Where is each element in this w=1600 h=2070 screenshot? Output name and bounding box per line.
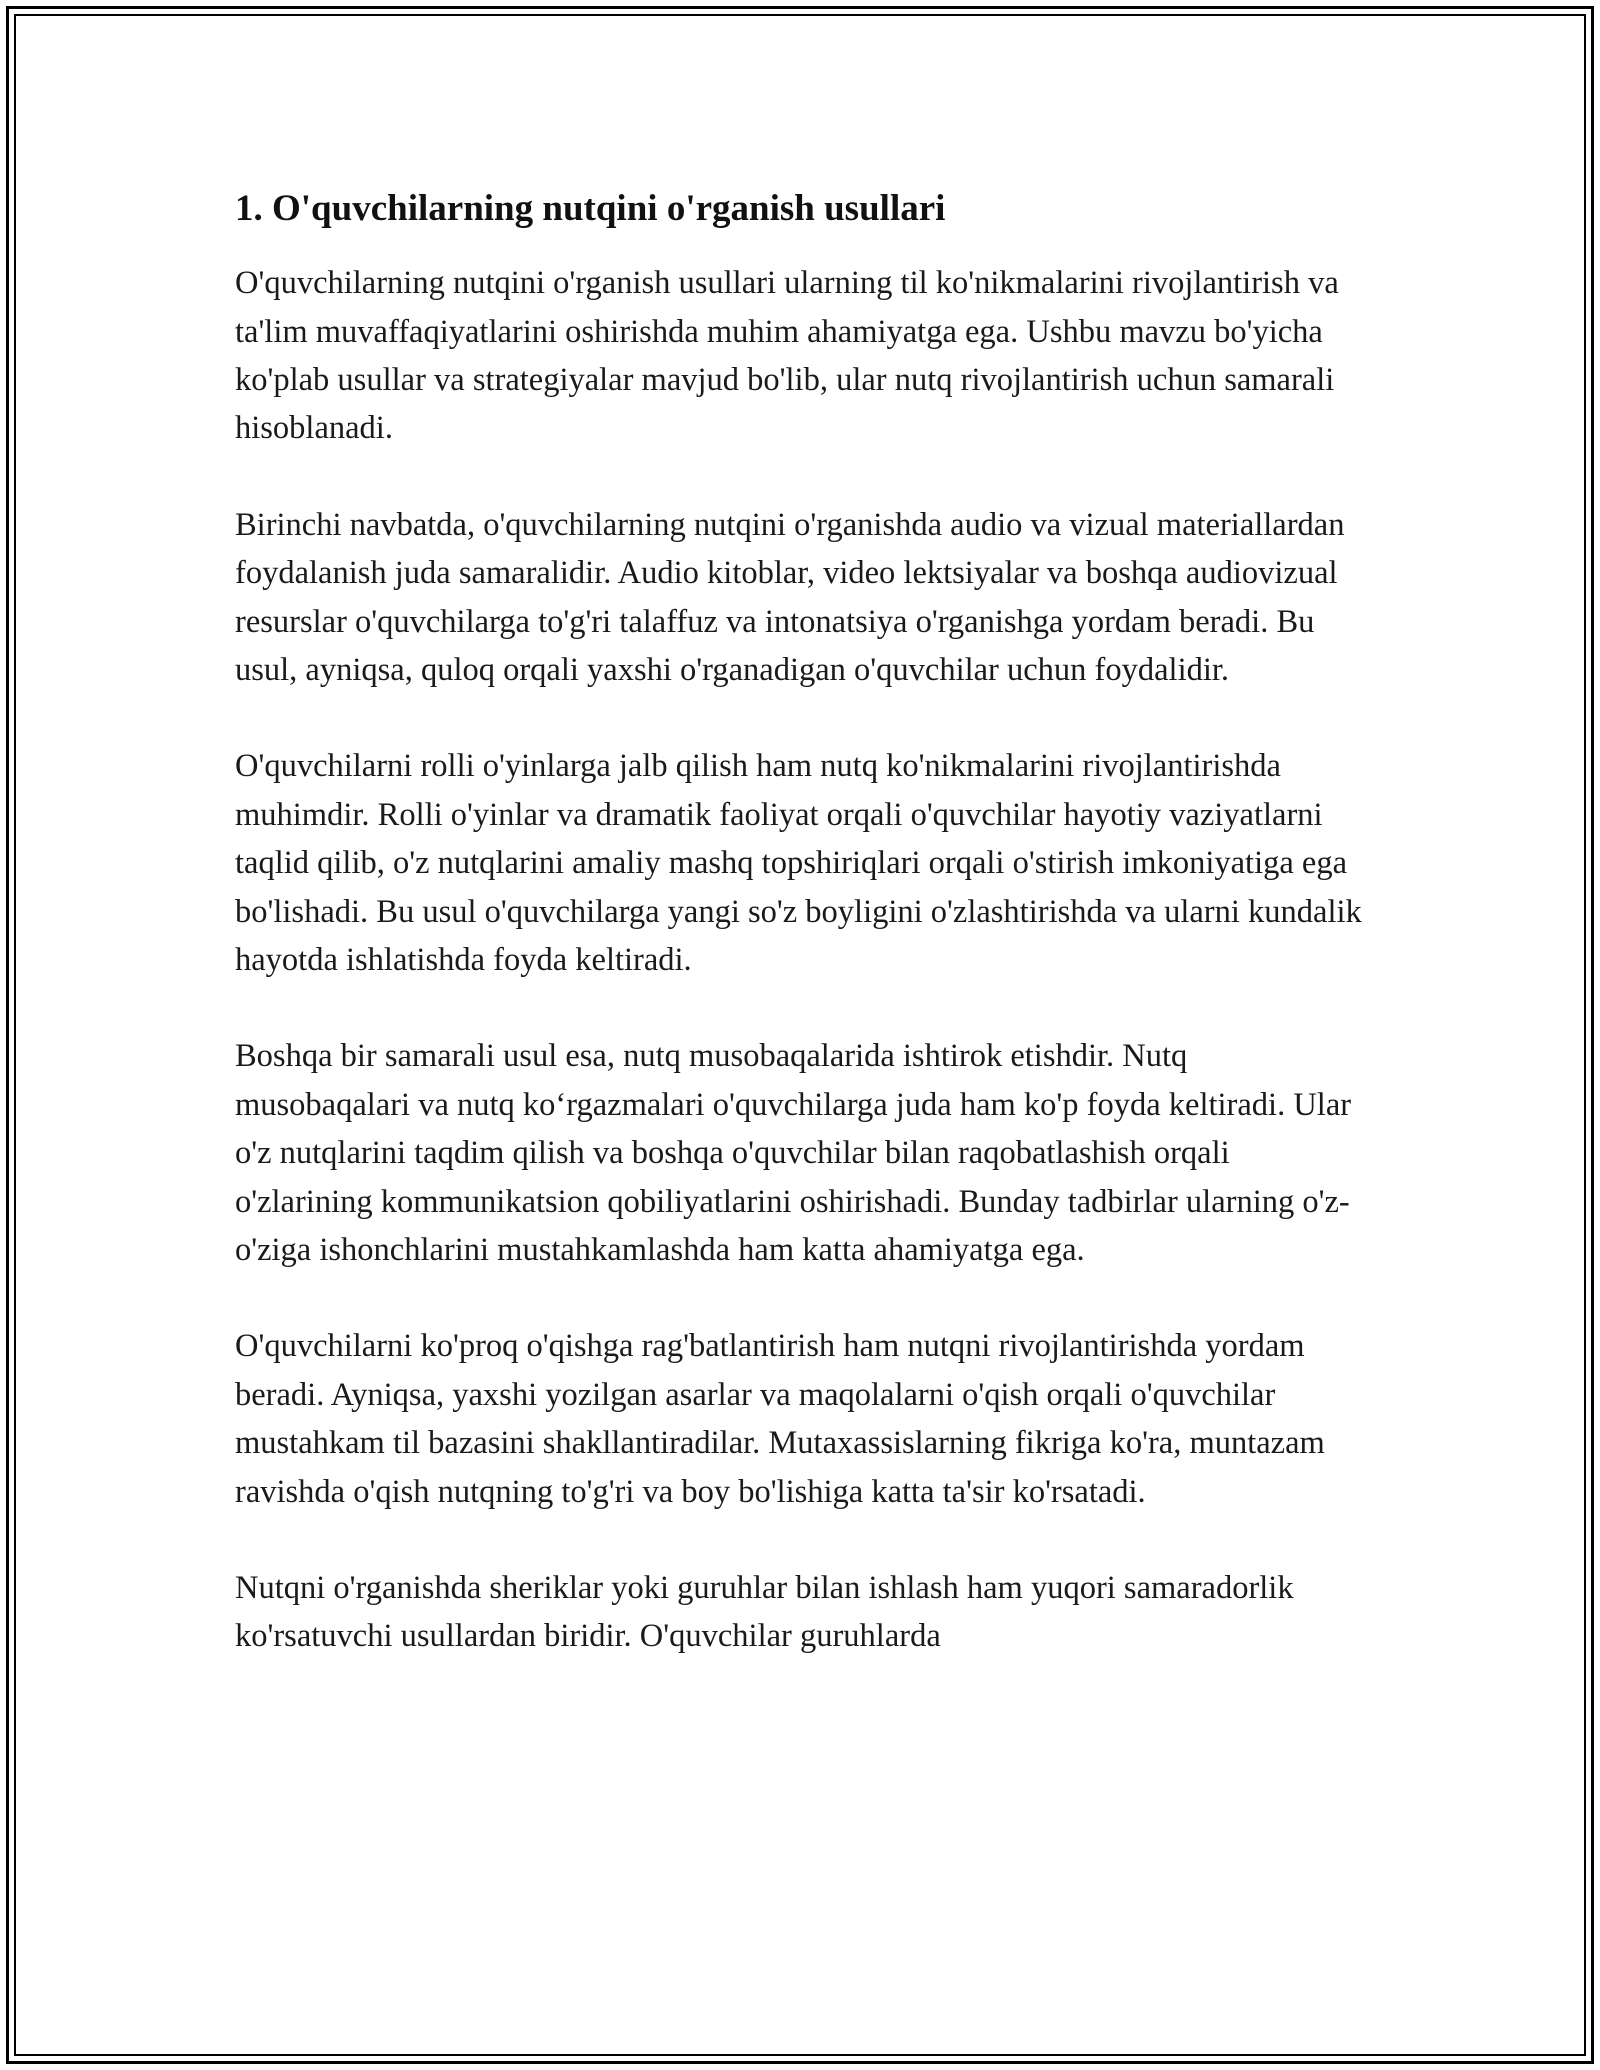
paragraph-5: O'quvchilarni ko'proq o'qishga rag'batlantirish ham nutqni rivojlantirishda yordam beradi. Ayniqsa, yaxshi yozilgan asarlar va maqolalarni o'qish orqali o'quvchilar mustahkam til bazasini shakllantiradilar. Mutaxassislarning fikriga ko'ra, muntazam ravishda o'qish nutqning to'g'ri va boy bo'lishiga katta ta'sir ko'rsatadi. xyxy=(235,1328,1325,1510)
paragraph-6: Nutqni o'rganishda sheriklar yoki guruhlar bilan ishlash ham yuqori samaradorlik ko'rsatuvchi usullardan biridir. O'quvchilar guruhlarda xyxy=(235,1570,1294,1655)
paragraph-4: Boshqa bir samarali usul esa, nutq musobaqalarida ishtirok etishdir. Nutq musobaqalari va nutq ko‘rgazmalari o'quvchilarga juda ham ko'p foyda keltiradi. Ular o'z nutqlarini taqdim qilish va boshqa o'quvchilar bilan raqobatlashish orqali o'zlarining kommunikatsion qobiliyatlarini oshirishadi. Bunday tadbirlar ularning o'z-o'ziga ishonchlarini mustahkamlashda ham katta ahamiyatga ega. xyxy=(235,1038,1352,1268)
paragraph-3: O'quvchilarni rolli o'yinlarga jalb qilish ham nutq ko'nikmalarini rivojlantirishda muhimdir. Rolli o'yinlar va dramatik faoliyat orqali o'quvchilar hayotiy vaziyatlarni taqlid qilib, o'z nutqlarini amaliy mashq topshiriqlari orqali o'stirish imkoniyatiga ega bo'lishadi. Bu usul o'quvchilarga yangi so'z boyligini o'zlashtirishda va ularni kundalik hayotda ishlatishda foyda keltiradi. xyxy=(235,748,1362,978)
paragraph-1: O'quvchilarning nutqini o'rganish usullari ularning til ko'nikmalarini rivojlantirish va ta'lim muvaffaqiyatlarini oshirishda muhim ahamiyatga ega. Ushbu mavzu bo'yicha ko'plab usullar va strategiyalar mavjud bo'lib, ular nutq rivojlantirish uchun samarali hisoblanadi. xyxy=(235,265,1339,447)
paragraph-2: Birinchi navbatda, o'quvchilarning nutqini o'rganishda audio va vizual materiallardan foydalanish juda samaralidir. Audio kitoblar, video lektsiyalar va boshqa audiovizual resurslar o'quvchilarga to'g'ri talaffuz va intonatsiya o'rganishga yordam beradi. Bu usul, ayniqsa, quloq orqali yaxshi o'rganadigan o'quvchilar uchun foydalidir. xyxy=(235,506,1345,688)
section-heading: 1. O'quvchilarning nutqini o'rganish usullari xyxy=(235,188,946,229)
document-body xyxy=(235,185,1370,1709)
